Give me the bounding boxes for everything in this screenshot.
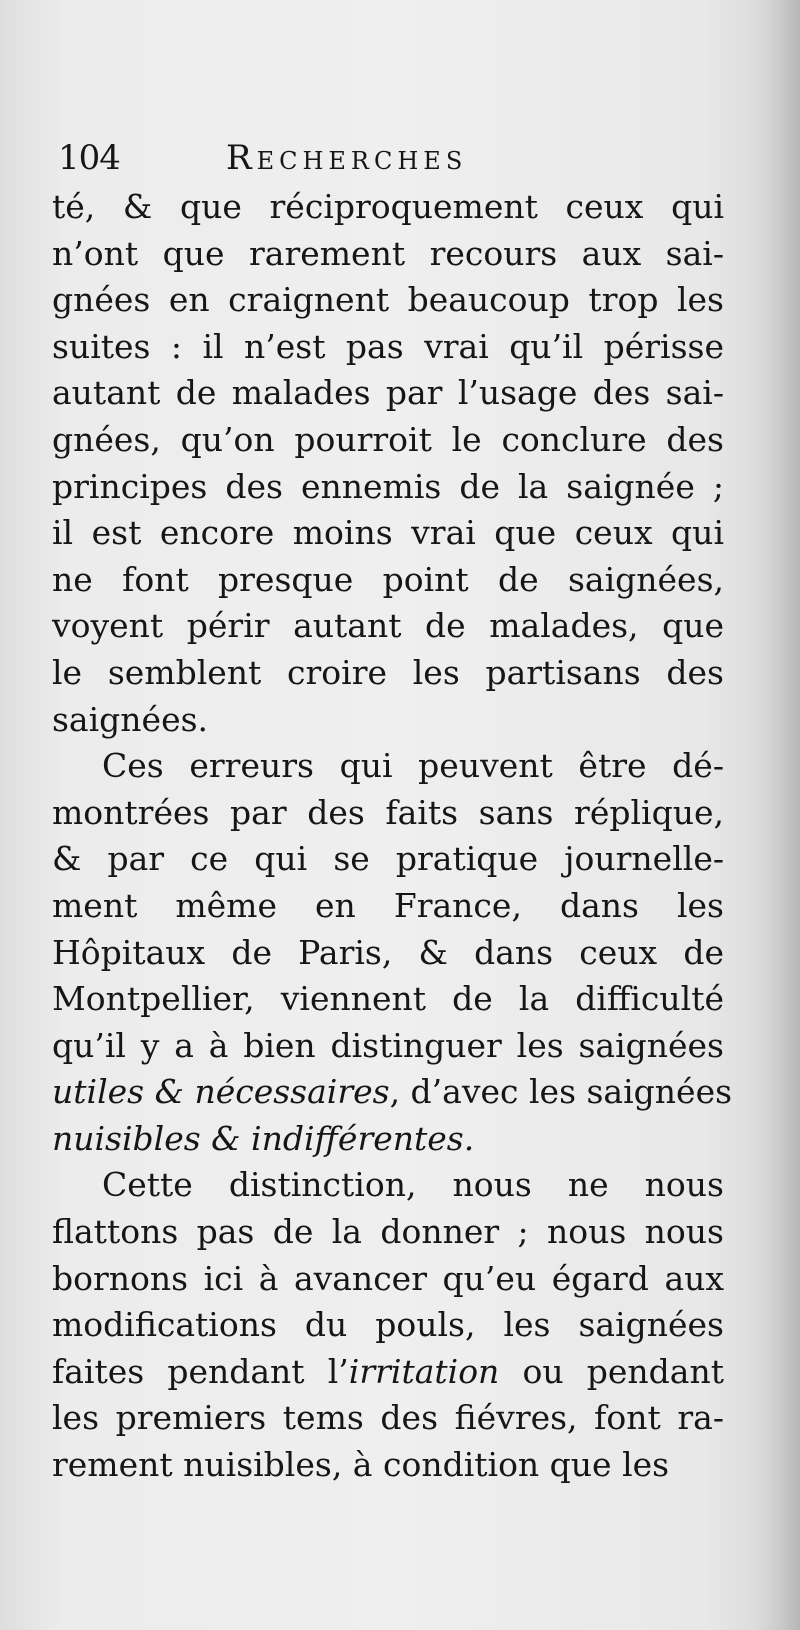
- text-line: [52, 790, 724, 837]
- text-line: [52, 1349, 724, 1396]
- text-line: [52, 417, 724, 464]
- paragraph: [52, 184, 724, 743]
- page-header: [58, 138, 698, 178]
- text-segment: il est encore moins vrai que ceux qui: [52, 513, 724, 553]
- text-segment: qu’il y a à bien distinguer les saignées: [52, 1025, 724, 1065]
- text-line: [52, 1442, 724, 1489]
- text-segment: suites : il n’est pas vrai qu’il périsse: [52, 326, 724, 366]
- italic-text: utiles & nécessaires: [52, 1072, 390, 1112]
- text-segment: saignées.: [52, 699, 209, 739]
- italic-text: nuisibles & indifférentes.: [52, 1118, 475, 1158]
- text-segment: Hôpitaux de Paris, & dans ceux de: [52, 932, 724, 972]
- text-line: [52, 1395, 724, 1442]
- text-line: [52, 650, 724, 697]
- text-segment: flattons pas de la donner ; nous nous: [52, 1212, 724, 1252]
- text-segment: rement nuisibles, à condition que les: [52, 1445, 670, 1485]
- text-segment: ou pendant: [499, 1351, 724, 1391]
- text-segment: Ces erreurs qui peuvent être dé-: [102, 746, 724, 786]
- text-segment: autant de malades par l’usage des sai-: [52, 373, 724, 413]
- paragraph: [52, 1162, 724, 1488]
- text-line: [52, 1023, 724, 1070]
- text-segment: voyent périr autant de malades, que: [52, 606, 724, 646]
- text-segment: té, & que réciproquement ceux qui: [52, 187, 724, 226]
- text-segment: ne font presque point de saignées,: [52, 559, 724, 599]
- text-segment: bornons ici à avancer qu’eu égard aux: [52, 1258, 724, 1298]
- text-segment: Montpellier, viennent de la difficulté: [52, 979, 724, 1019]
- text-segment: les premiers tems des fiévres, font ra-: [52, 1398, 724, 1438]
- text-line: [52, 697, 724, 744]
- text-line: [52, 510, 724, 557]
- text-segment: montrées par des faits sans réplique,: [52, 792, 724, 832]
- text-segment: modifications du pouls, les saignées: [52, 1305, 724, 1345]
- text-line: [52, 743, 724, 790]
- text-line: [52, 603, 724, 650]
- text-segment: gnées, qu’on pourroit le conclure des: [52, 419, 724, 459]
- text-segment: principes des ennemis de la saignée ;: [52, 466, 724, 506]
- text-segment: , d’avec les saignées: [389, 1072, 733, 1112]
- text-segment: Cette distinction, nous ne nous: [102, 1165, 724, 1205]
- text-line: [52, 1256, 724, 1303]
- text-line: [52, 184, 724, 231]
- text-segment: & par ce qui se pratique journelle-: [52, 839, 724, 879]
- text-line: [52, 976, 724, 1023]
- text-line: [52, 277, 724, 324]
- paragraph: [52, 743, 733, 1162]
- text-line: [52, 836, 724, 883]
- text-line: [52, 1209, 724, 1256]
- text-line: [52, 464, 724, 511]
- text-line: [52, 324, 724, 371]
- page-edge-shadow: [754, 0, 800, 1630]
- body-text: [52, 184, 733, 1489]
- running-head: Recherches: [226, 138, 468, 178]
- text-line: [52, 883, 724, 930]
- text-line: [52, 1162, 724, 1209]
- text-line: [52, 370, 724, 417]
- text-line: [52, 1116, 724, 1163]
- italic-text: irritation: [348, 1351, 500, 1391]
- text-segment: le semblent croire les partisans des: [52, 652, 724, 692]
- text-line: [52, 1302, 724, 1349]
- text-segment: ment même en France, dans les: [52, 885, 724, 925]
- text-line: [52, 557, 724, 604]
- text-segment: faites pendant l’: [52, 1351, 349, 1391]
- text-segment: gnées en craignent beaucoup trop les: [52, 280, 724, 320]
- text-line: [52, 231, 724, 278]
- page-number: 104: [58, 138, 120, 178]
- text-segment: n’ont que rarement recours aux sai-: [52, 233, 724, 273]
- text-line: [52, 1069, 733, 1116]
- text-line: [52, 930, 724, 977]
